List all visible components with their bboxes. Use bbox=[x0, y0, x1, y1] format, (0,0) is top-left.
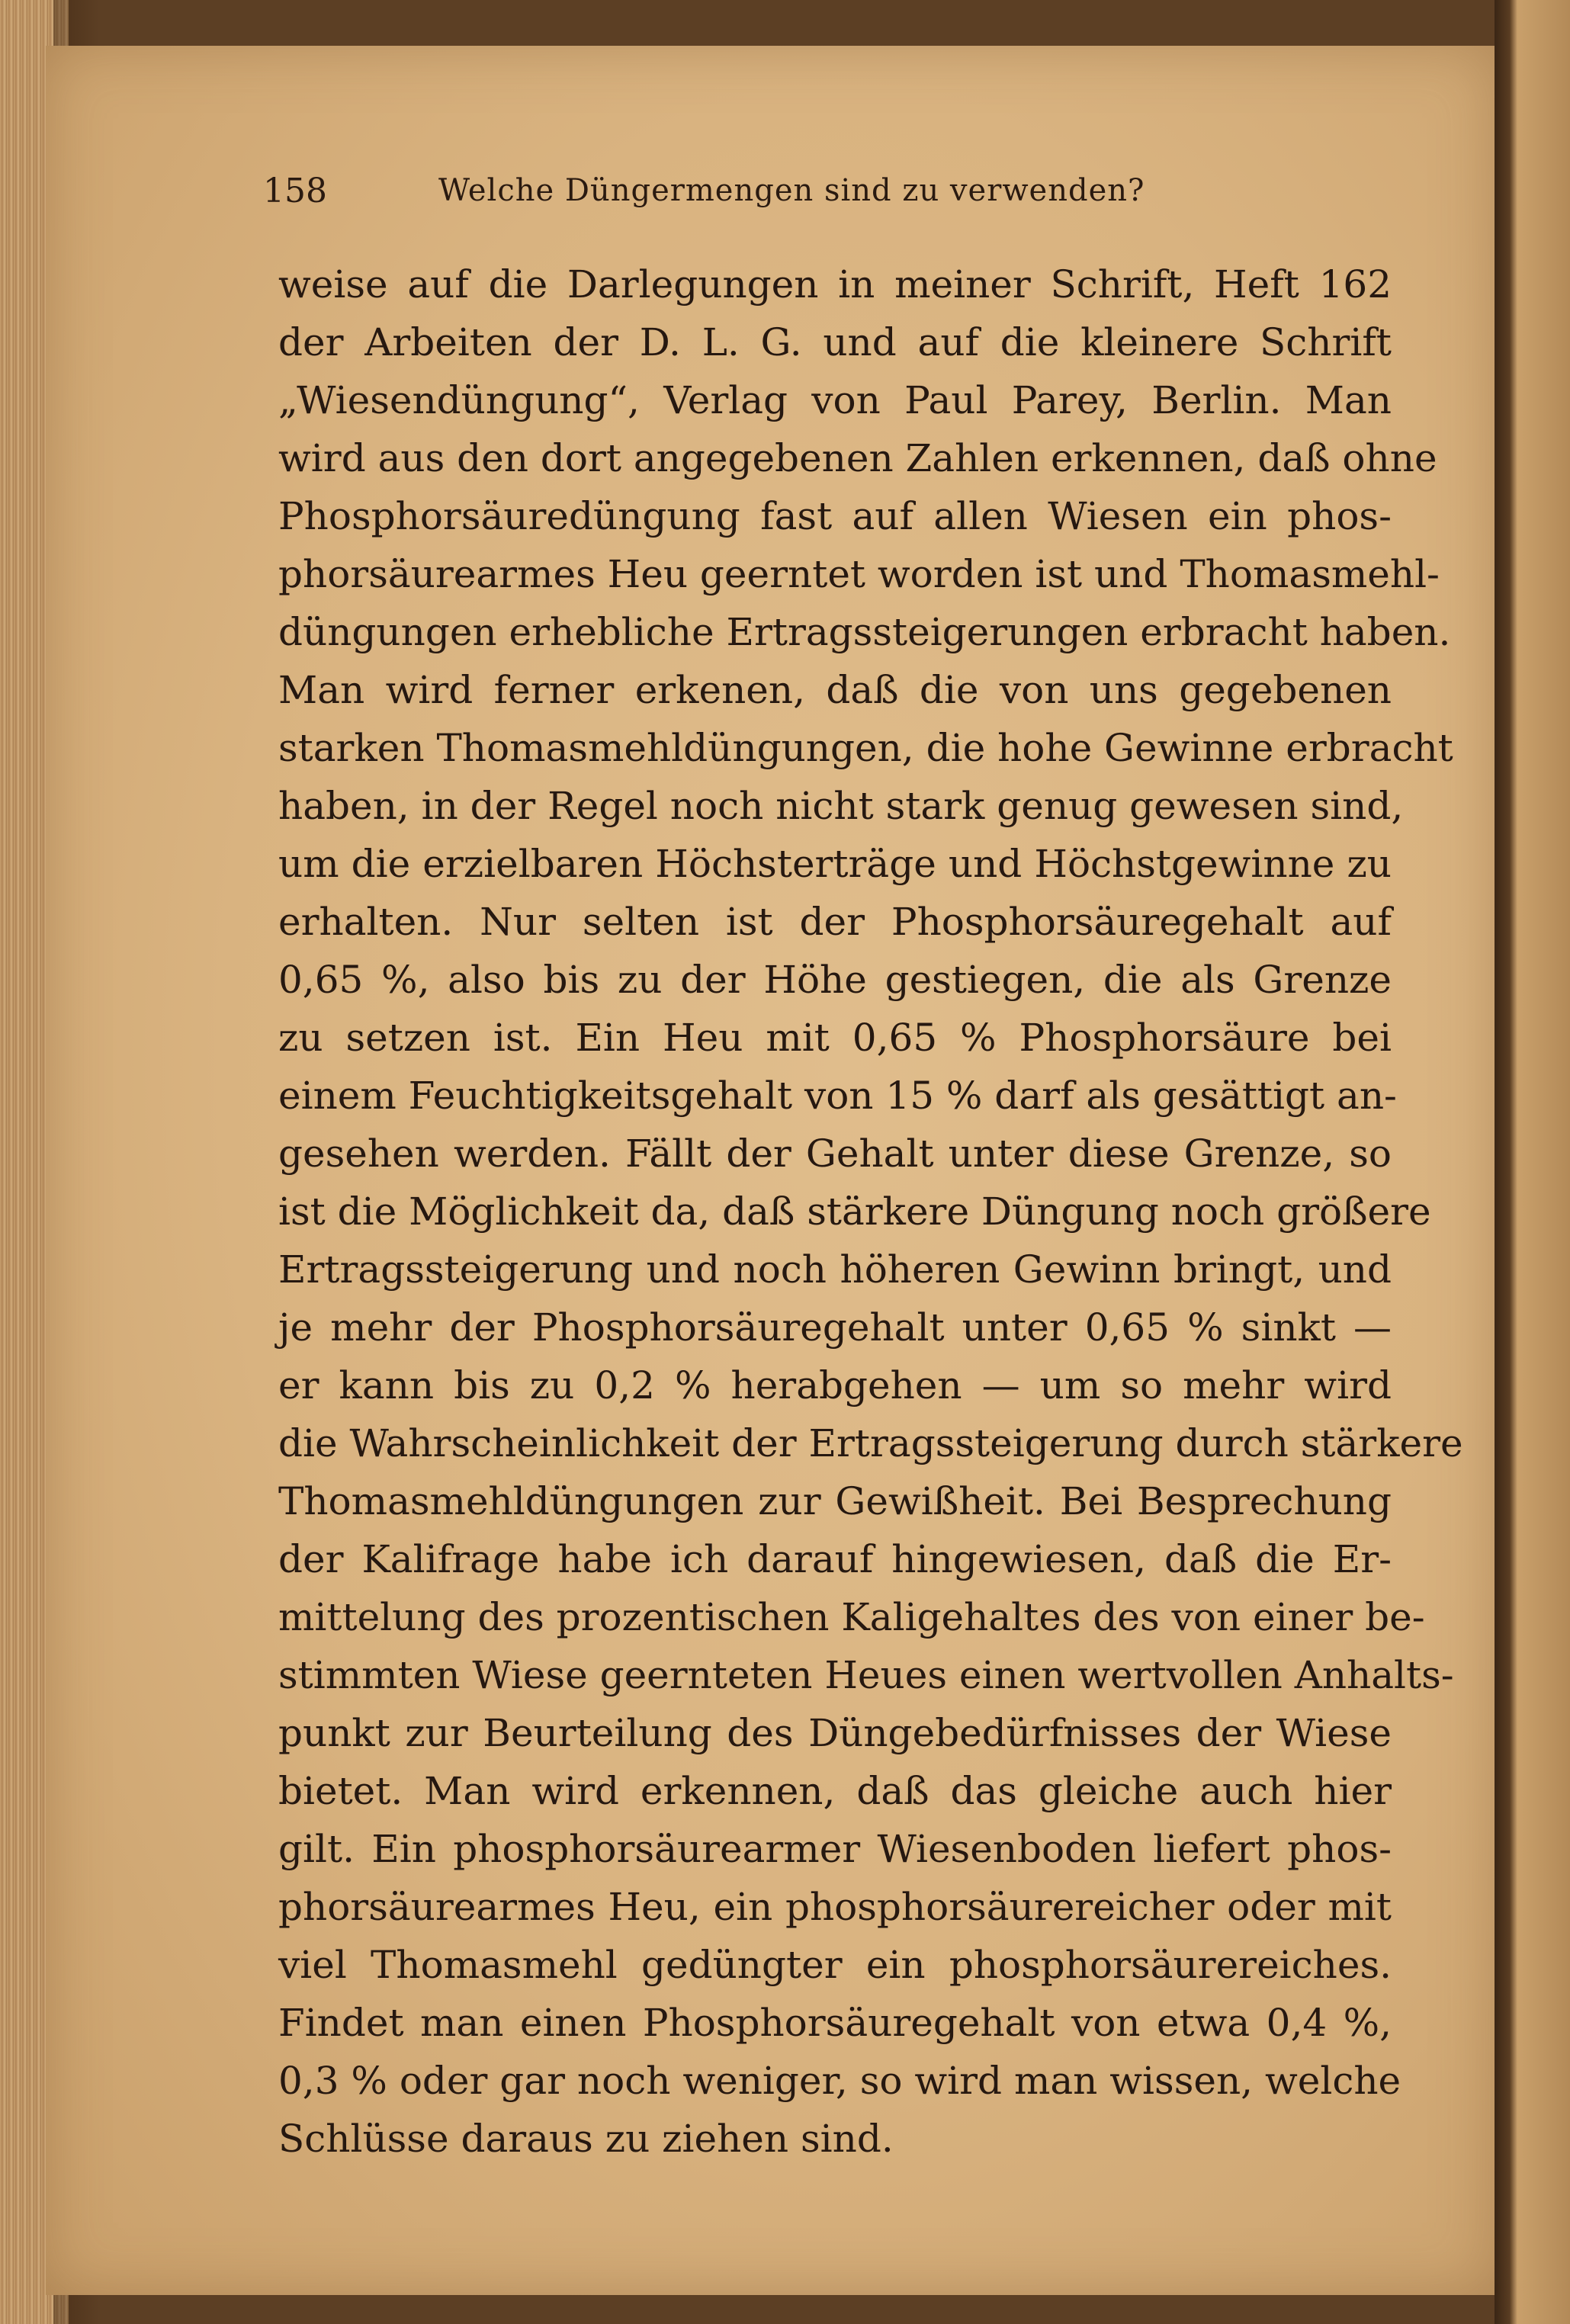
text-line: mittelung des prozentischen Kaligehaltes des von einer be- bbox=[278, 1595, 1425, 1639]
text-line: Man wird ferner erkenen, daß die von uns gegebenen bbox=[278, 668, 1392, 712]
text-line: haben, in der Regel noch nicht stark genug gewesen sind, bbox=[278, 784, 1404, 828]
text-line: zu setzen ist. Ein Heu mit 0,65 % Phosphorsäure bei bbox=[278, 1016, 1392, 1060]
text-line: je mehr der Phosphorsäuregehalt unter 0,65 % sinkt — bbox=[278, 1305, 1392, 1350]
text-line: erhalten. Nur selten ist der Phosphorsäuregehalt auf bbox=[278, 900, 1392, 944]
text-line: die Wahrscheinlichkeit der Ertragssteigerung durch stärkere bbox=[278, 1421, 1463, 1465]
text-line: Findet man einen Phosphorsäuregehalt von etwa 0,4 %, bbox=[278, 2001, 1392, 2045]
adjacent-page-edge bbox=[1495, 0, 1570, 2324]
text-line: Ertragssteigerung und noch höheren Gewinn bringt, und bbox=[278, 1247, 1392, 1292]
text-line: der Arbeiten der D. L. G. und auf die kleinere Schrift bbox=[278, 320, 1392, 364]
body-text bbox=[278, 255, 1463, 2168]
text-line: der Kalifrage habe ich darauf hingewiesen, daß die Er- bbox=[278, 1537, 1392, 1581]
text-line: stimmten Wiese geernteten Heues einen wertvollen Anhalts- bbox=[278, 1653, 1454, 1697]
page-header bbox=[263, 172, 1254, 225]
text-line: ist die Möglichkeit da, daß stärkere Düngung noch größere bbox=[278, 1189, 1431, 1234]
text-line: viel Thomasmehl gedüngter ein phosphorsäurereiches. bbox=[278, 1943, 1392, 1987]
text-line: Thomasmehldüngungen zur Gewißheit. Bei Besprechung bbox=[278, 1479, 1392, 1523]
text-line: phorsäurearmes Heu, ein phosphorsäurereicher oder mit bbox=[278, 1885, 1392, 1929]
text-line: um die erzielbaren Höchsterträge und Höchstgewinne zu bbox=[278, 842, 1392, 886]
text-line: gilt. Ein phosphorsäurearmer Wiesenboden liefert phos- bbox=[278, 1827, 1392, 1871]
text-line: Phosphorsäuredüngung fast auf allen Wiesen ein phos- bbox=[278, 494, 1392, 538]
running-head: Welche Düngermengen sind zu verwenden? bbox=[438, 173, 1145, 208]
text-line: weise auf die Darlegungen in meiner Schrift, Heft 162 bbox=[278, 262, 1392, 307]
text-line: 0,65 %, also bis zu der Höhe gestiegen, die als Grenze bbox=[278, 958, 1392, 1002]
text-line: bietet. Man wird erkennen, daß das gleiche auch hier bbox=[278, 1769, 1392, 1813]
text-line: punkt zur Beurteilung des Düngebedürfnisses der Wiese bbox=[278, 1711, 1392, 1755]
text-line: starken Thomasmehldüngungen, die hohe Gewinne erbracht bbox=[278, 726, 1453, 770]
text-line: phorsäurearmes Heu geerntet worden ist und Thomasmehl- bbox=[278, 552, 1440, 596]
text-line: einem Feuchtigkeitsgehalt von 15 % darf als gesättigt an- bbox=[278, 1074, 1397, 1118]
text-line: düngungen erhebliche Ertragssteigerungen erbracht haben. bbox=[278, 610, 1451, 654]
text-line: gesehen werden. Fällt der Gehalt unter diese Grenze, so bbox=[278, 1132, 1392, 1176]
text-line: wird aus den dort angegebenen Zahlen erkennen, daß ohne bbox=[278, 436, 1437, 480]
text-line: 0,3 % oder gar noch weniger, so wird man wissen, welche bbox=[278, 2059, 1401, 2103]
text-line: Schlüsse daraus zu ziehen sind. bbox=[278, 2117, 894, 2161]
page-number: 158 bbox=[263, 172, 327, 210]
text-line: „Wiesendüngung“, Verlag von Paul Parey, Berlin. Man bbox=[278, 378, 1392, 422]
text-line: er kann bis zu 0,2 % herabgehen — um so mehr wird bbox=[278, 1363, 1392, 1408]
